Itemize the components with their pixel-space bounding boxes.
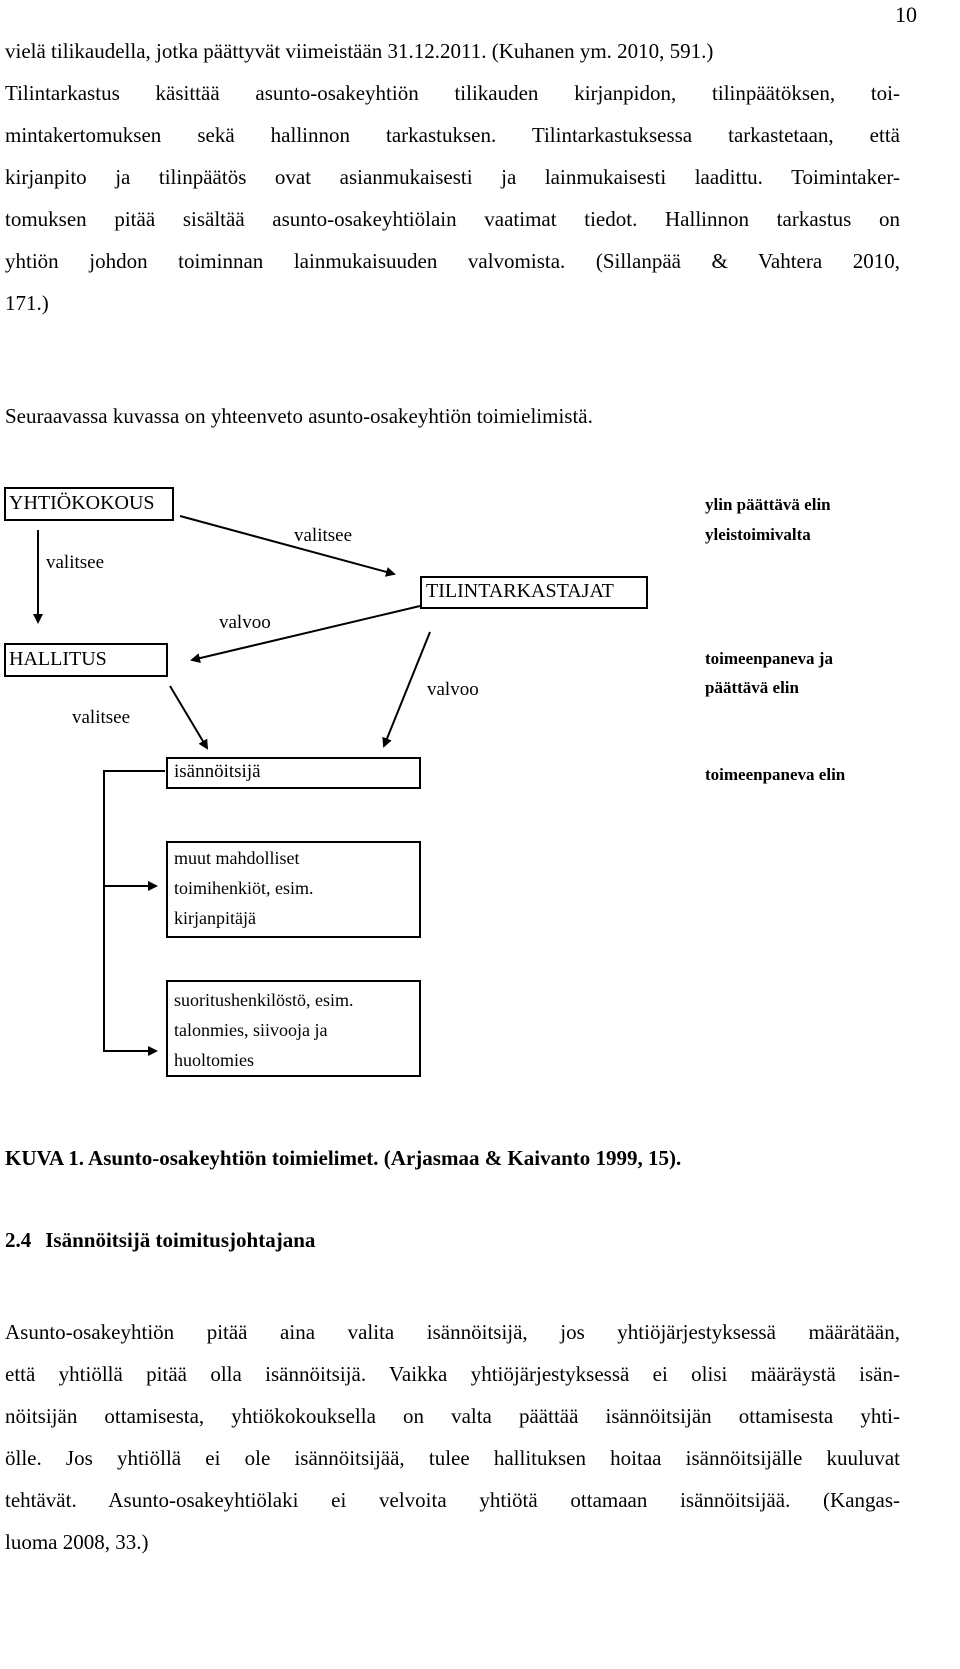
text-line: luoma 2008, 33.) (5, 1530, 149, 1554)
figure-caption: KUVA 1. Asunto-osakeyhtiön toimielimet. (Arjasmaa & Kaivanto 1999, 15). (5, 1146, 682, 1170)
page-number: 10 (895, 2, 917, 27)
edge-label-valitsee: valitsee (72, 707, 131, 728)
section-title: Isännöitsijä toimitusjohtajana (45, 1228, 316, 1252)
edge-label-valvoo: valvoo (219, 612, 271, 633)
text-line: yhtiön johdon toiminnan lainmukaisuuden valvomista. (Sillanpää & Vahtera 2010, (5, 249, 900, 273)
text-line: kirjanpito ja tilinpäätös ovat asianmukaisesti ja lainmukaisesti laadittu. Toimintaker- (5, 165, 900, 189)
label-suoritushenkilosto (174, 985, 354, 1075)
text-line: suoritushenkilöstö, esim. (174, 990, 354, 1010)
label-isannoitsija: isännöitsijä (174, 761, 261, 782)
text-line: 171.) (5, 291, 49, 315)
text-line: Asunto-osakeyhtiön pitää aina valita isännöitsijä, jos yhtiöjärjestyksessä määrätään, (5, 1320, 900, 1344)
arrow-yhtiokokous-tilintarkastajat (180, 516, 394, 574)
paragraph-isannoitsija (5, 1311, 900, 1563)
text-line: mintakertomuksen sekä hallinnon tarkastuksen. Tilintarkastuksessa tarkastetaan, että (5, 123, 900, 147)
intro-sentence: Seuraavassa kuvassa on yhteenveto asunto-osakeyhtiön toimielimistä. (5, 404, 593, 428)
edge-label-valitsee: valitsee (294, 525, 353, 546)
text-line: Tilintarkastus käsittää asunto-osakeyhtiön tilikauden kirjanpidon, tilinpäätöksen, toi- (5, 81, 900, 105)
text-line: ölle. Jos yhtiöllä ei ole isännöitsijää, tulee hallituksen hoitaa isännöitsijälle kuuluvat (5, 1446, 900, 1470)
role-label: päättävä elin (705, 678, 799, 697)
edge-label-valvoo: valvoo (427, 679, 479, 700)
text-line: että yhtiöllä pitää olla isännöitsijä. Vaikka yhtiöjärjestyksessä ei olisi määräystä isän- (5, 1362, 900, 1386)
text-line: talonmies, siivooja ja (174, 1020, 328, 1040)
text-line: tomuksen pitää sisältää asunto-osakeyhtiölain vaatimat tiedot. Hallinnon tarkastus on (5, 207, 900, 231)
text-line: vielä tilikaudella, jotka päättyvät viimeistään 31.12.2011. (Kuhanen ym. 2010, 591.) (5, 39, 714, 63)
text-line: kirjanpitäjä (174, 908, 256, 928)
edge-label-valitsee: valitsee (46, 552, 105, 573)
text-line: tehtävät. Asunto-osakeyhtiölaki ei velvoita yhtiötä ottamaan isännöitsijää. (Kangas- (5, 1488, 900, 1512)
label-hallitus: HALLITUS (9, 648, 107, 670)
text-line: muut mahdolliset (174, 848, 300, 868)
arrow-tilintarkastajat-isannoitsija (384, 632, 430, 746)
arrow-hallitus-isannoitsija (170, 686, 207, 748)
role-label: toimeenpaneva elin (705, 765, 846, 784)
role-label: toimeenpaneva ja (705, 649, 833, 668)
role-label: yleistoimivalta (705, 525, 811, 544)
section-heading (5, 1228, 315, 1253)
text-line: nöitsijän ottamisesta, yhtiökokouksella on valta päättää isännöitsijän ottamisesta yhti- (5, 1404, 900, 1428)
label-yhtiokokous: YHTIÖKOKOUS (9, 492, 155, 514)
text-line: huoltomies (174, 1050, 254, 1070)
section-number: 2.4 (5, 1228, 32, 1252)
label-tilintarkastajat: TILINTARKASTAJAT (426, 580, 614, 602)
role-label: ylin päättävä elin (705, 495, 831, 514)
label-muut-toimihenkilot (174, 843, 314, 933)
text-line: toimihenkiöt, esim. (174, 878, 314, 898)
